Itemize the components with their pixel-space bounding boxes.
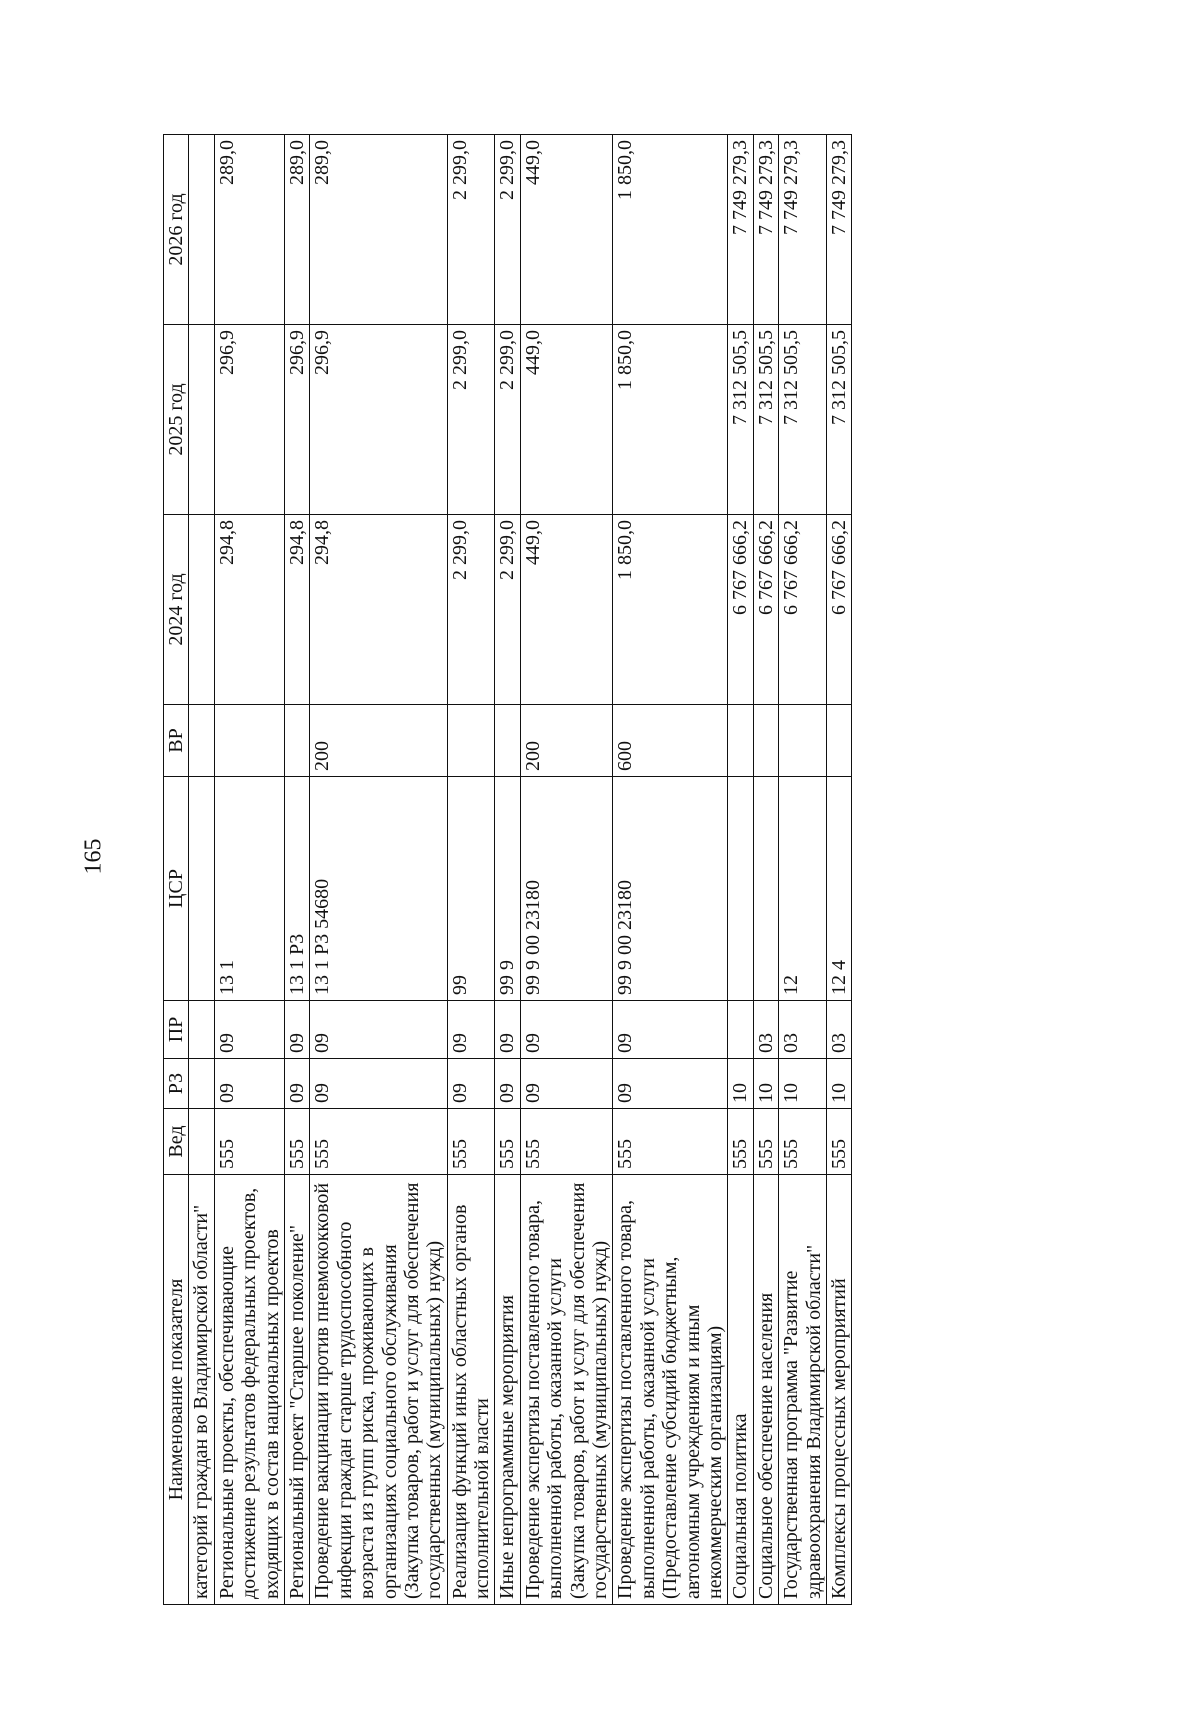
cell-2025: [189, 325, 214, 515]
cell-2026: 449,0: [520, 135, 613, 325]
cell-2026: 289,0: [310, 135, 447, 325]
cell-2026: 7 749 279,3: [753, 135, 778, 325]
cell-rz: 09: [447, 1059, 495, 1109]
cell-pr: [728, 1001, 753, 1059]
cell-name: Проведение экспертизы поставленного товара, выполненной работы, оказанной услуги (Предоставление субсидий бюджетным, автономным учреждениям и иным некоммерческим организациям): [613, 1175, 728, 1605]
cell-2024: 6 767 666,2: [753, 515, 778, 705]
cell-rz: 09: [613, 1059, 728, 1109]
cell-2025: 2 299,0: [447, 325, 495, 515]
cell-name: категорий граждан во Владимирской области": [189, 1175, 214, 1605]
cell-2025: 296,9: [214, 325, 284, 515]
cell-2026: 2 299,0: [495, 135, 520, 325]
cell-2024: 6 767 666,2: [779, 515, 827, 705]
cell-2026: [189, 135, 214, 325]
cell-rz: 10: [826, 1059, 851, 1109]
cell-2024: 1 850,0: [613, 515, 728, 705]
cell-2026: 7 749 279,3: [728, 135, 753, 325]
cell-pr: 03: [779, 1001, 827, 1059]
cell-ved: 555: [613, 1109, 728, 1175]
cell-csr: 99: [447, 777, 495, 1001]
table-row: [520, 135, 613, 1605]
cell-2024: 2 299,0: [447, 515, 495, 705]
cell-ved: 555: [284, 1109, 309, 1175]
cell-2024: 6 767 666,2: [826, 515, 851, 705]
cell-2025: 7 312 505,5: [826, 325, 851, 515]
cell-vr: [779, 705, 827, 777]
cell-pr: 09: [520, 1001, 613, 1059]
header-2026: 2026 год: [164, 135, 189, 325]
header-name: Наименование показателя: [164, 1175, 189, 1605]
cell-vr: [826, 705, 851, 777]
table-row: [189, 135, 214, 1605]
table-row: [447, 135, 495, 1605]
cell-rz: 10: [728, 1059, 753, 1109]
table-row: [728, 135, 753, 1605]
cell-name: Социальное обеспечение населения: [753, 1175, 778, 1605]
cell-pr: 09: [284, 1001, 309, 1059]
cell-vr: 200: [520, 705, 613, 777]
budget-table-region: [163, 125, 1200, 1605]
cell-ved: 555: [520, 1109, 613, 1175]
header-2024: 2024 год: [164, 515, 189, 705]
cell-vr: [753, 705, 778, 777]
cell-csr: 13 1 Р3: [284, 777, 309, 1001]
table-row: [779, 135, 827, 1605]
cell-2025: 296,9: [284, 325, 309, 515]
cell-vr: 200: [310, 705, 447, 777]
table-row: [613, 135, 728, 1605]
cell-vr: [447, 705, 495, 777]
cell-csr: [189, 777, 214, 1001]
cell-csr: 12 4: [826, 777, 851, 1001]
cell-csr: 13 1 Р3 54680: [310, 777, 447, 1001]
cell-rz: 09: [284, 1059, 309, 1109]
cell-2026: 7 749 279,3: [826, 135, 851, 325]
header-vr: ВР: [164, 705, 189, 777]
cell-csr: 99 9 00 23180: [520, 777, 613, 1001]
cell-vr: [728, 705, 753, 777]
cell-ved: 555: [310, 1109, 447, 1175]
cell-2024: 294,8: [214, 515, 284, 705]
cell-pr: 09: [214, 1001, 284, 1059]
cell-rz: 09: [495, 1059, 520, 1109]
table-row: [214, 135, 284, 1605]
cell-vr: [214, 705, 284, 777]
cell-csr: 12: [779, 777, 827, 1001]
cell-name: Реализация функций иных областных органов исполнительной власти: [447, 1175, 495, 1605]
cell-2024: 294,8: [310, 515, 447, 705]
cell-2024: [189, 515, 214, 705]
page-number: 165: [80, 838, 107, 875]
cell-2025: 296,9: [310, 325, 447, 515]
cell-ved: 555: [779, 1109, 827, 1175]
cell-name: Иные непрограммные мероприятия: [495, 1175, 520, 1605]
cell-vr: [495, 705, 520, 777]
cell-name: Региональные проекты, обеспечивающие достижение результатов федеральных проектов, входящих в состав национальных проектов: [214, 1175, 284, 1605]
cell-pr: 09: [310, 1001, 447, 1059]
cell-rz: 09: [520, 1059, 613, 1109]
cell-pr: 03: [826, 1001, 851, 1059]
cell-2024: 2 299,0: [495, 515, 520, 705]
cell-2025: 7 312 505,5: [779, 325, 827, 515]
cell-rz: 09: [214, 1059, 284, 1109]
table-header-row: [164, 135, 189, 1605]
cell-name: Государственная программа "Развитие здравоохранения Владимирской области": [779, 1175, 827, 1605]
cell-csr: 13 1: [214, 777, 284, 1001]
header-rz: РЗ: [164, 1059, 189, 1109]
cell-2025: 2 299,0: [495, 325, 520, 515]
cell-2024: 6 767 666,2: [728, 515, 753, 705]
cell-pr: 09: [495, 1001, 520, 1059]
cell-2025: 7 312 505,5: [728, 325, 753, 515]
cell-2026: 7 749 279,3: [779, 135, 827, 325]
cell-name: Социальная политика: [728, 1175, 753, 1605]
cell-2024: 294,8: [284, 515, 309, 705]
cell-2026: 289,0: [284, 135, 309, 325]
cell-ved: 555: [753, 1109, 778, 1175]
table-row: [753, 135, 778, 1605]
table-row: [495, 135, 520, 1605]
header-ved: Вед: [164, 1109, 189, 1175]
cell-vr: [284, 705, 309, 777]
cell-rz: 09: [310, 1059, 447, 1109]
cell-pr: [189, 1001, 214, 1059]
cell-ved: 555: [728, 1109, 753, 1175]
cell-pr: 09: [447, 1001, 495, 1059]
cell-csr: [753, 777, 778, 1001]
cell-csr: 99 9 00 23180: [613, 777, 728, 1001]
cell-vr: [189, 705, 214, 777]
table-row: [826, 135, 851, 1605]
cell-pr: 03: [753, 1001, 778, 1059]
cell-pr: 09: [613, 1001, 728, 1059]
table-body: [189, 135, 852, 1605]
table-row: [310, 135, 447, 1605]
cell-2026: 1 850,0: [613, 135, 728, 325]
cell-ved: 555: [495, 1109, 520, 1175]
cell-csr: [728, 777, 753, 1001]
header-2025: 2025 год: [164, 325, 189, 515]
cell-2026: 289,0: [214, 135, 284, 325]
cell-2025: 449,0: [520, 325, 613, 515]
cell-2025: 7 312 505,5: [753, 325, 778, 515]
cell-ved: 555: [447, 1109, 495, 1175]
header-csr: ЦСР: [164, 777, 189, 1001]
cell-ved: 555: [214, 1109, 284, 1175]
budget-table: [163, 134, 852, 1605]
cell-ved: 555: [826, 1109, 851, 1175]
cell-vr: 600: [613, 705, 728, 777]
cell-ved: [189, 1109, 214, 1175]
cell-name: Проведение экспертизы поставленного товара, выполненной работы, оказанной услуги (Закупка товаров, работ и услуг для обеспечения государственных (муниципальных) нужд): [520, 1175, 613, 1605]
cell-rz: [189, 1059, 214, 1109]
rotated-table-container: [163, 125, 1200, 1605]
cell-2025: 1 850,0: [613, 325, 728, 515]
cell-name: Комплексы процессных мероприятий: [826, 1175, 851, 1605]
cell-2024: 449,0: [520, 515, 613, 705]
header-pr: ПР: [164, 1001, 189, 1059]
cell-2026: 2 299,0: [447, 135, 495, 325]
cell-name: Проведение вакцинации против пневмококковой инфекции граждан старше трудоспособного возраста из групп риска, проживающих в организациях социального обслуживания (Закупка товаров, работ и услуг для обеспечения государственных (муниципальных) нужд): [310, 1175, 447, 1605]
table-row: [284, 135, 309, 1605]
cell-name: Региональный проект "Старшее поколение": [284, 1175, 309, 1605]
cell-rz: 10: [753, 1059, 778, 1109]
cell-csr: 99 9: [495, 777, 520, 1001]
cell-rz: 10: [779, 1059, 827, 1109]
